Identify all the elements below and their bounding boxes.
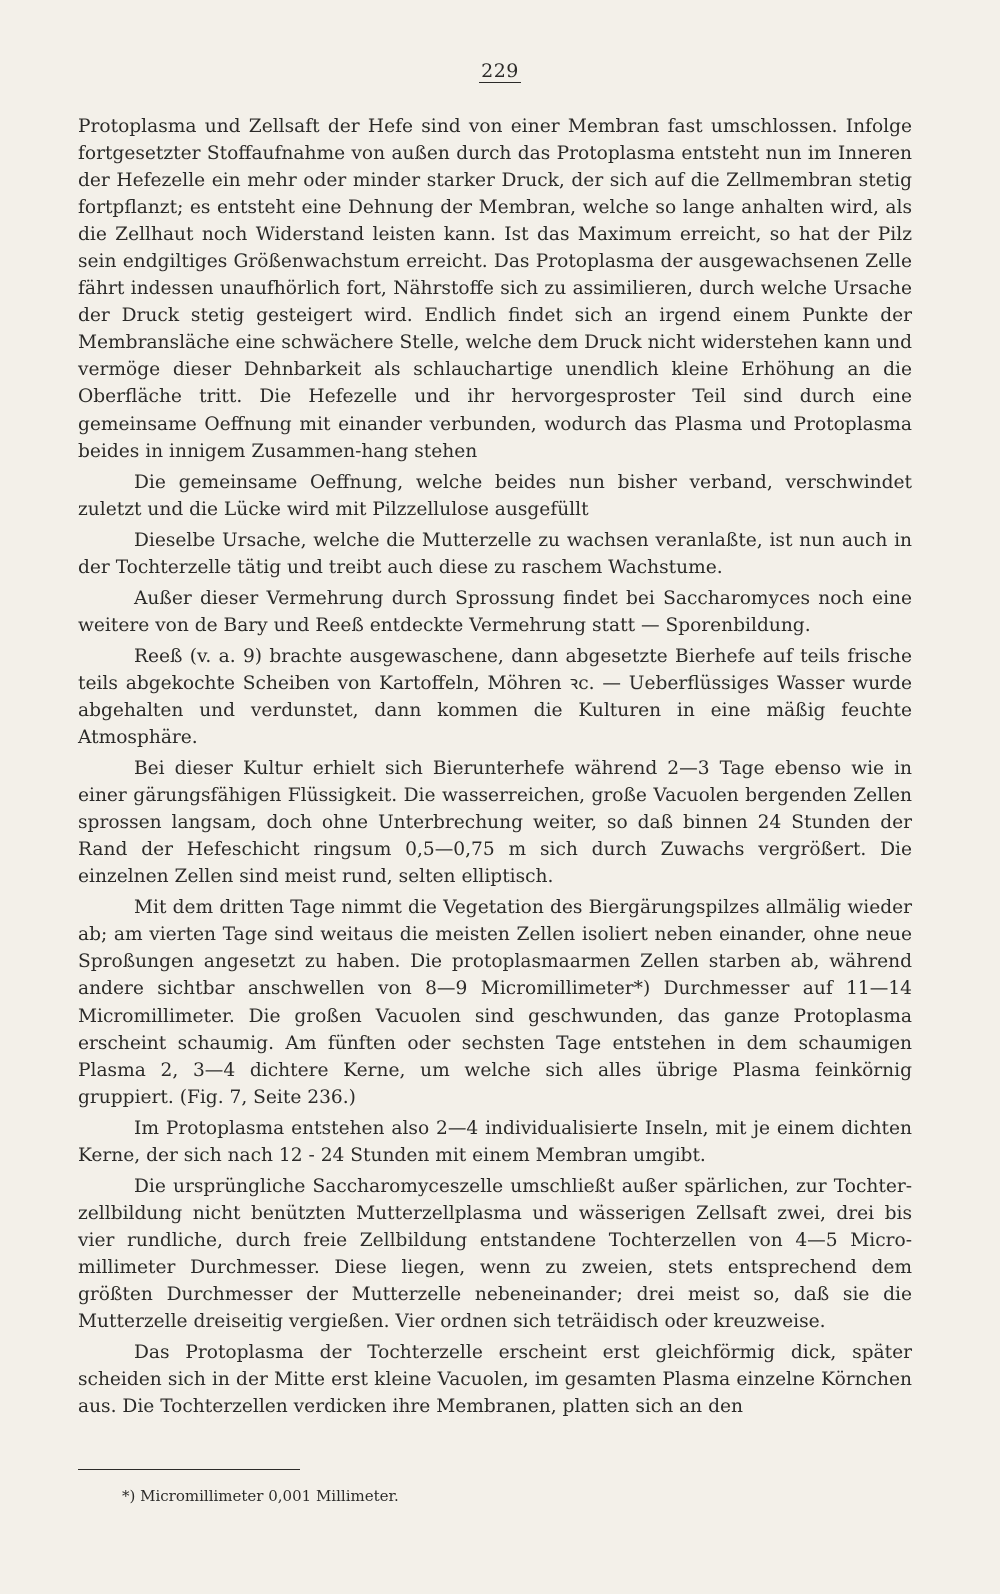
paragraph-same-cause: Dieselbe Ursache, welche die Mutterzelle zu wachsen veranlaßte, ist nun auch in der Tochterzelle tätig und treibt auch diese zu raschem Wachstume. bbox=[78, 529, 912, 578]
paragraph-culture-result: Bei dieser Kultur erhielt sich Bierunterhefe während 2—3 Tage ebenso wie in einer gärungsfähigen Flüssigkeit. Die wasserreichen, große Vacuolen bergenden Zellen sprossen langsam, doch ohne Unterbrechung weiter, so daß binnen 24 Stunden der Rand der Hefeschicht ringsum 0,5—0,75 m sich durch Zuwachs vergrößert. Die einzelnen Zellen sind meist rund, selten elliptisch. bbox=[78, 758, 912, 888]
paragraph-islands: Im Protoplasma entstehen also 2—4 individualisierte Inseln, mit je einem dichten Kerne, der sich nach 12 - 24 Stunden mit einem Membran umgibt. bbox=[78, 1117, 912, 1166]
paragraph-third-day: Mit dem dritten Tage nimmt die Vegetation des Biergärungspilzes allmälig wieder ab; am vierten Tage sind weitaus die meisten Zellen isoliert neben einander, ohne neue Sproßungen angesetzt zu haben. Die protoplasmaarmen Zellen starben ab, während andere sichtbar anschwellen von 8—9 Micromillimeter*) Durchmesser auf 11—14 Micromillimeter. Die großen Vacuolen sind geschwunden, das ganze Protoplasma erscheint schaumig. Am fünften oder sechsten Tage entstehen in dem schaumigen Plasma 2, 3—4 dichtere Kerne, um welche sich alles übrige Plasma feinkörnig gruppiert. (Fig. 7, Seite 236.) bbox=[78, 897, 912, 1108]
paragraph-reess-experiment: Reeß (v. a. 9) brachte ausgewaschene, dann abgesetzte Bierhefe auf teils frische teils abgekochte Scheiben von Kartoffeln, Möhren ꝛc. — Ueberflüssiges Wasser wurde abgehalten und verdunstet, dann kommen die Kulturen in eine mäßig feuchte Atmosphäre. bbox=[78, 645, 912, 749]
paragraph-daughter-protoplasm: Das Protoplasma der Tochterzelle erscheint erst gleichförmig dick, später scheiden sich in der Mitte erst kleine Vacuolen, im gesamten Plasma einzelne Körnchen aus. Die Tochterzellen verdicken ihre Membranen, platten sich an den bbox=[78, 1342, 912, 1418]
paragraph-common-opening: Die gemeinsame Oeffnung, welche beides nun bisher verband, verschwindet zuletzt und die Lücke wird mit Pilzzellulose ausgefüllt bbox=[78, 471, 912, 520]
paragraph-daughter-cells: Die ursprüngliche Saccharomyceszelle umschließt außer spärlichen, zur Tochter-zellbildung nicht benützten Mutterzellplasma und wässerigen Zellsaft zwei, drei bis vier rundliche, durch freie Zellbildung entstandene Tochterzellen von 4—5 Micro-millimeter Durchmesser. Diese liegen, wenn zu zweien, stets entsprechend dem größten Durchmesser der Mutterzelle nebeneinander; drei meist so, daß sie die Mutterzelle dreiseitig vergießen. Vier ordnen sich teträidisch oder kreuzweise. bbox=[78, 1175, 912, 1333]
page-number bbox=[0, 60, 1000, 82]
footnote: *) Micromillimeter 0,001 Millimeter. bbox=[122, 1487, 399, 1505]
paragraph-spore-formation: Außer dieser Vermehrung durch Sprossung findet bei Saccharomyces noch eine weitere von de Bary und Reeß entdeckte Vermehrung statt — Sporenbildung. bbox=[78, 587, 912, 636]
paragraph-membrane-pressure: Protoplasma und Zellsaft der Hefe sind von einer Membran fast umschlossen. Infolge fortgesetzter Stoffaufnahme von außen durch das Protoplasma entsteht nun im Inneren der Hefezelle ein mehr oder minder starker Druck, der sich auf die Zellmembran stetig fortpflanzt; es entsteht eine Dehnung der Membran, welche so lange anhalten wird, als die Zellhaut noch Widerstand leisten kann. Ist das Maximum erreicht, so hat der Pilz sein endgiltiges Größenwachstum erreicht. Das Protoplasma der ausgewachsenen Zelle fährt indessen unaufhörlich fort, Nährstoffe sich zu assimilieren, durch welche Ursache der Druck stetig gesteigert wird. Endlich findet sich an irgend einem Punkte der Membransläche eine schwächere Stelle, welche dem Druck nicht widerstehen kann und vermöge dieser Dehnbarkeit als schlauchartige unendlich kleine Erhöhung an die Oberfläche tritt. Die Hefezelle und ihr hervorgesproster Teil sind durch eine gemeinsame Oeffnung mit einander verbunden, wodurch das Plasma und Protoplasma beides in innigem Zusammen-hang stehen bbox=[78, 116, 912, 462]
page-number-text: 229 bbox=[481, 60, 519, 82]
footnote-divider bbox=[78, 1469, 300, 1470]
body-text bbox=[78, 113, 912, 1420]
